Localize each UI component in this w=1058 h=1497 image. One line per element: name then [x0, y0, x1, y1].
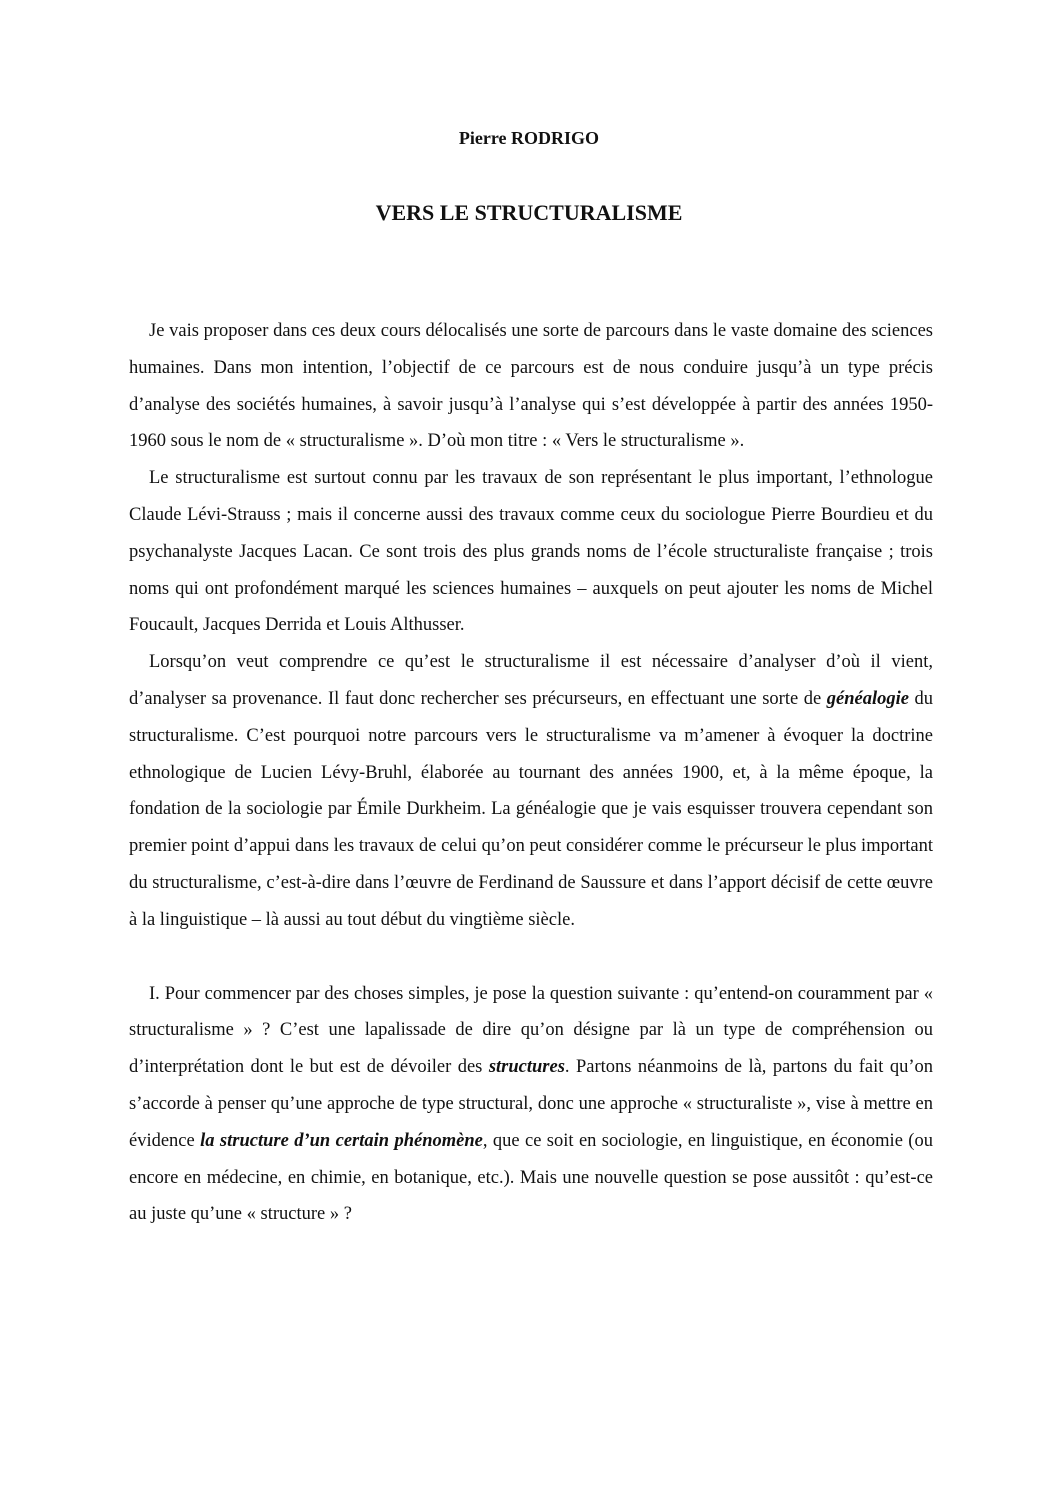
paragraph-section-one: [129, 976, 933, 1234]
paragraph-section-one-text-3: , que ce soit en sociologie, en linguistique, en économie (ou encore en médecine, en chimie, en botanique, etc.). Mais une nouvelle question se pose aussitôt : qu’est-ce au juste qu’une « structure » ?: [129, 1130, 933, 1225]
emphasis-structure-phenomene: la structure d’un certain phénomène: [200, 1130, 483, 1151]
paragraph-genealogy: [129, 644, 933, 938]
paragraph-genealogy-text-2: du structuralisme. C’est pourquoi notre parcours vers le structuralisme va m’amener à évoquer la doctrine ethnologique de Lucien Lévy-Bruhl, élaborée au tournant des années 1900, et, à la même époque, la fondation de la sociologie par Émile Durkheim. La généalogie que je vais esquisser trouvera cependant son premier point d’appui dans les travaux de celui qu’on peut considérer comme le précurseur le plus important du structuralisme, c’est-à-dire dans l’œuvre de Ferdinand de Saussure et dans l’apport décisif de cette œuvre à la linguistique – là aussi au tout début du vingtième siècle.: [129, 688, 933, 930]
emphasis-structures: structures: [488, 1057, 565, 1078]
paragraph-section-one-text-1: I. Pour commencer par des choses simples, je pose la question suivante : qu’entend-on couramment par « structuralisme » ? C’est une lapalissade de dire qu’on désigne par là un type de compréhension ou d’interprétation dont le but est de dévoiler des: [129, 983, 933, 1078]
document-title: VERS LE STRUCTURALISME: [375, 200, 683, 225]
paragraph-intro: Je vais proposer dans ces deux cours délocalisés une sorte de parcours dans le vaste domaine des sciences humaines. Dans mon intention, l’objectif de ce parcours est de nous conduire jusqu’à un type précis d’analyse des sociétés humaines, à savoir jusqu’à l’analyse qui s’est développée à partir des années 1950-1960 sous le nom de « structuralisme ». D’où mon titre : « Vers le structuralisme ».: [129, 321, 933, 452]
paragraph-genealogy-text-1: Lorsqu’on veut comprendre ce qu’est le structuralisme il est nécessaire d’analyser d’où il vient, d’analyser sa provenance. Il faut donc rechercher ses précurseurs, en effectuant une sorte de: [129, 652, 933, 709]
section-spacer: [129, 939, 933, 976]
document-body: [129, 313, 933, 1233]
author-name: Pierre RODRIGO: [458, 128, 600, 148]
paragraph-section-one-text-2: . Partons néanmoins de là, partons du fait qu’on s’accorde à penser qu’une approche de type structural, donc une approche « structuraliste », vise à mettre en évidence: [129, 1057, 933, 1151]
paragraph-structuralism-figures: Le structuralisme est surtout connu par les travaux de son représentant le plus important, l’ethnologue Claude Lévi-Strauss ; mais il concerne aussi des travaux comme ceux du sociologue Pierre Bourdieu et du psychanalyste Jacques Lacan. Ce sont trois des plus grands noms de l’école structuraliste française ; trois noms qui ont profondément marqué les sciences humaines – auxquels on peut ajouter les noms de Michel Foucault, Jacques Derrida et Louis Althusser.: [129, 468, 933, 636]
emphasis-genealogie: généalogie: [826, 688, 909, 709]
